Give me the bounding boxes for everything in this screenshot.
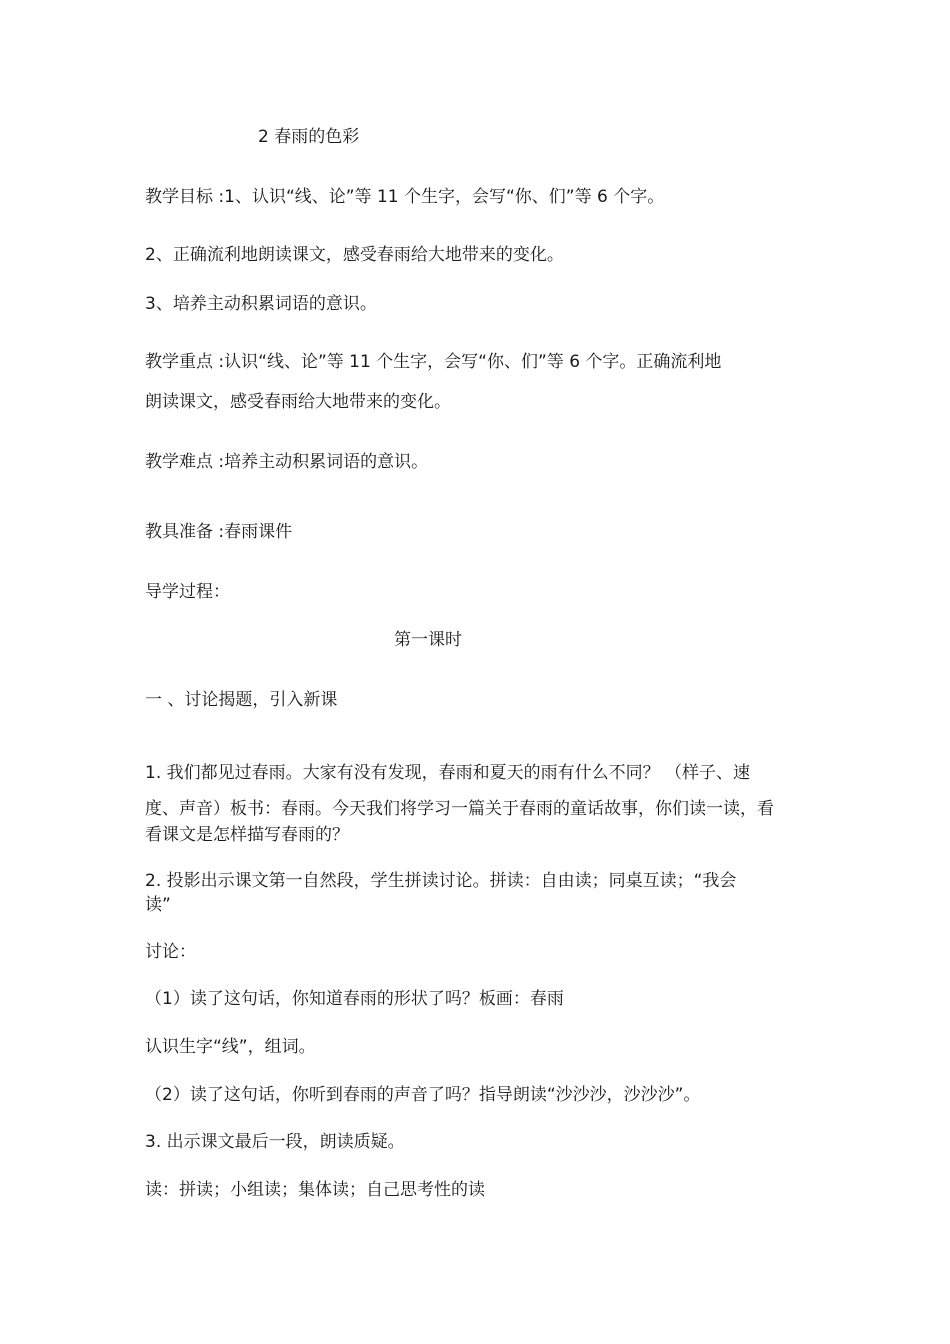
paragraph-3: 3. 出示课文最后一段，朗读质疑。: [145, 1132, 405, 1152]
question-1-follow: 认识生字“线”，组词。: [145, 1037, 316, 1057]
paragraph-1-line-3: 看课文是怎样描写春雨的？: [145, 825, 349, 845]
key-points-line-2: 朗读课文，感受春雨给大地带来的变化。: [145, 392, 451, 412]
process-label: 导学过程：: [145, 582, 230, 602]
question-2: （2）读了这句话，你听到春雨的声音了吗？指导朗读“沙沙沙，沙沙沙”。: [145, 1085, 701, 1105]
paragraph-1-line-1: 1. 我们都见过春雨。大家有没有发现，春雨和夏天的雨有什么不同？ （样子、速: [145, 763, 751, 783]
objectives-line-2: 2、正确流利地朗读课文，感受春雨给大地带来的变化。: [145, 245, 564, 265]
question-1: （1）读了这句话，你知道春雨的形状了吗？板画：春雨: [145, 989, 564, 1009]
document-title: 2 春雨的色彩: [258, 127, 360, 147]
paragraph-2-line-2: 读”: [145, 895, 171, 915]
section-heading-1: 一 、讨论揭题，引入新课: [145, 690, 338, 710]
reading-methods: 读：拼读；小组读；集体读；自己思考性的读: [145, 1180, 485, 1200]
lesson-heading: 第一课时: [394, 630, 462, 650]
discussion-label: 讨论：: [145, 942, 196, 962]
paragraph-2-line-1: 2. 投影出示课文第一自然段，学生拼读讨论。拼读：自由读；同桌互读；“我会: [145, 871, 737, 891]
objectives-line-3: 3、培养主动积累词语的意识。: [145, 294, 377, 314]
key-points-line-1: 教学重点 :认识“线、论”等 11 个生字，会写“你、们”等 6 个字。正确流利地: [145, 352, 722, 372]
difficulty-text: 教学难点 :培养主动积累词语的意识。: [145, 452, 429, 472]
paragraph-1-line-2: 度、声音）板书：春雨。今天我们将学习一篇关于春雨的童话故事，你们读一读，看: [145, 799, 774, 819]
tools-text: 教具准备 :春雨课件: [145, 522, 293, 542]
objectives-line-1: 教学目标 :1、认识“线、论”等 11 个生字，会写“你、们”等 6 个字。: [145, 187, 665, 207]
